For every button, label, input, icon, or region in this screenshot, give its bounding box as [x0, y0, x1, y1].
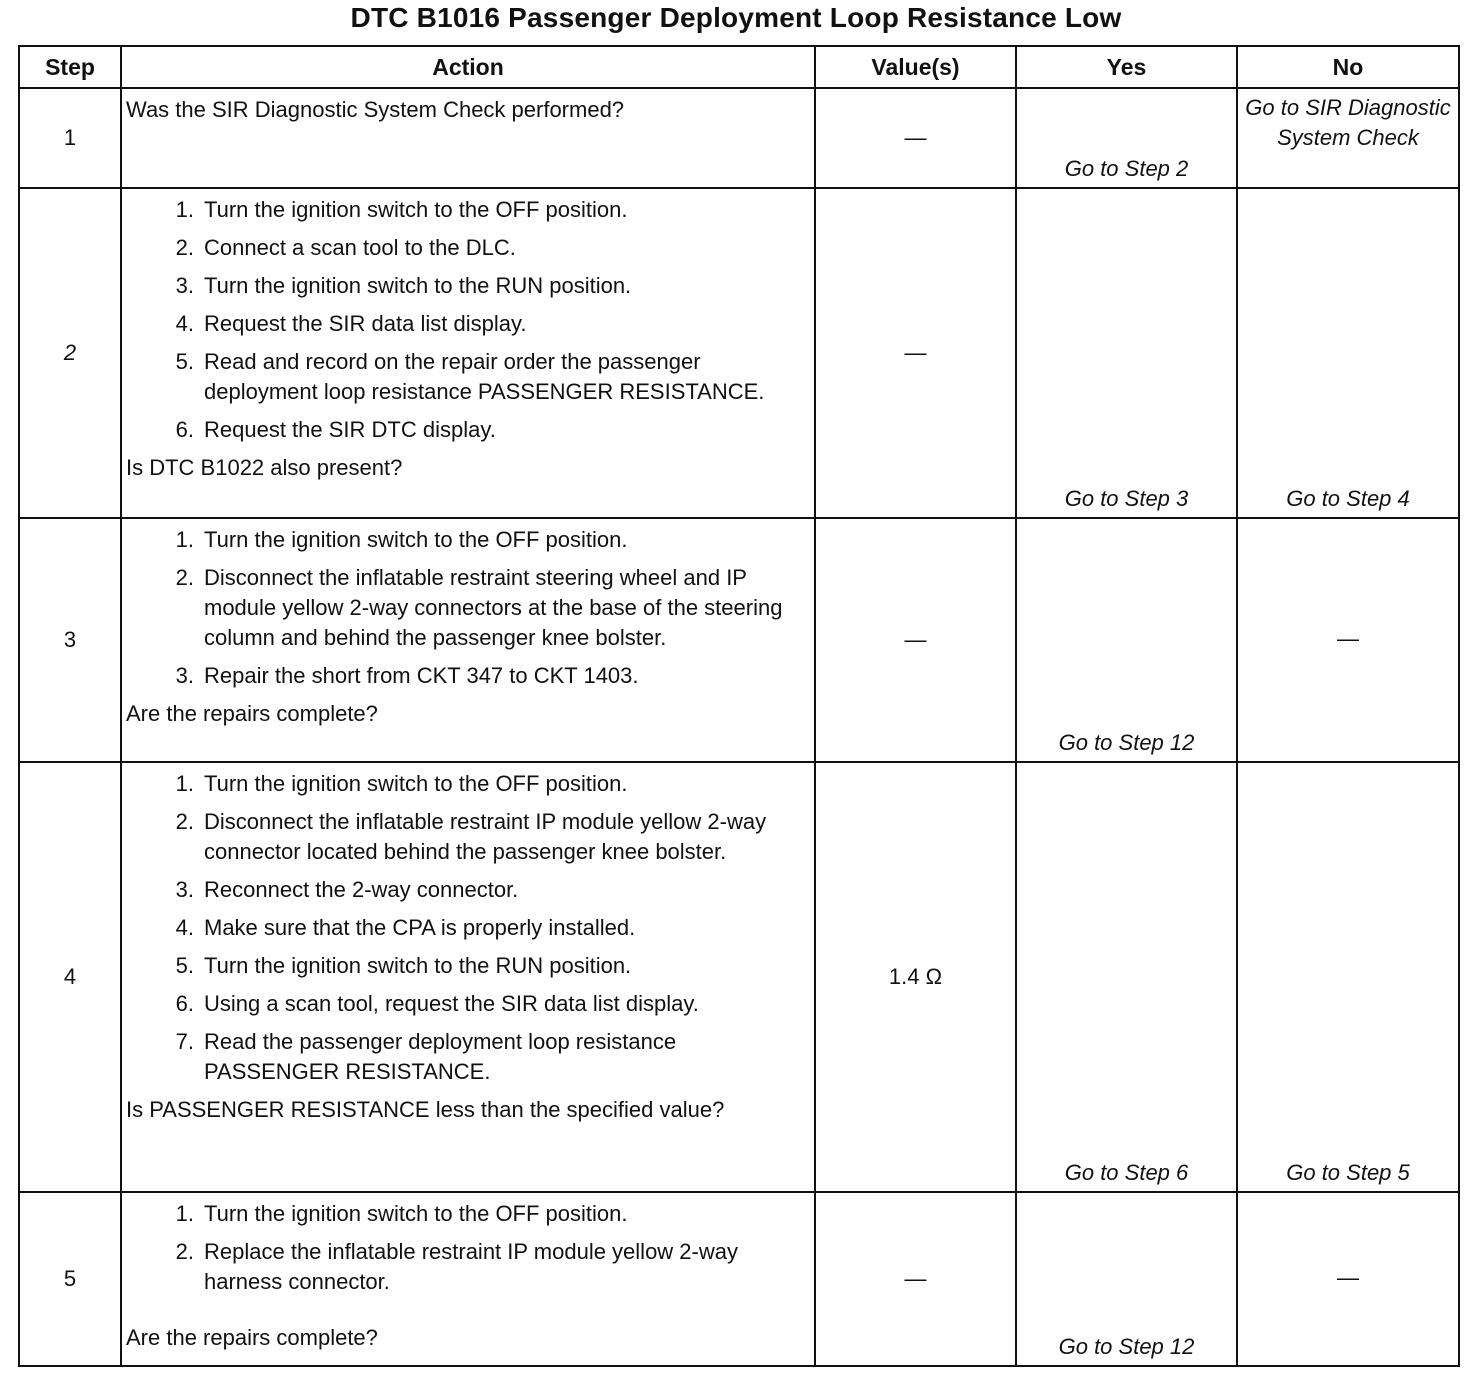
action-item: 2. Replace the inflatable restraint IP module yellow 2-way harness connector.: [175, 1239, 738, 1294]
header-step: Step: [19, 46, 121, 88]
step-number: 3: [19, 518, 121, 762]
action-cell: [121, 762, 815, 1192]
action-item: 4. Request the SIR data list display.: [175, 311, 527, 336]
action-question: Is PASSENGER RESISTANCE less than the specified value?: [126, 1097, 725, 1122]
action-item: 1. Turn the ignition switch to the OFF position.: [175, 527, 628, 552]
action-list: [126, 1199, 808, 1297]
action-question: Is DTC B1022 also present?: [126, 455, 403, 480]
header-row: [19, 46, 1459, 88]
action-item: 4. Make sure that the CPA is properly installed.: [175, 915, 636, 940]
no-cell: Go to Step 5: [1237, 762, 1459, 1192]
action-item: 2. Disconnect the inflatable restraint IP module yellow 2-way connector located behind the passenger knee bolster.: [175, 809, 767, 864]
action-list: [126, 525, 808, 691]
step-number: 5: [19, 1192, 121, 1366]
step-number: 1: [19, 88, 121, 188]
yes-cell: Go to Step 3: [1016, 188, 1237, 518]
action-item: 5. Turn the ignition switch to the RUN position.: [175, 953, 632, 978]
action-item: 3. Reconnect the 2-way connector.: [175, 877, 519, 902]
header-values: Value(s): [815, 46, 1016, 88]
no-cell: —: [1237, 1192, 1459, 1366]
action-cell: [121, 88, 815, 188]
step-number: 4: [19, 762, 121, 1192]
value-cell: —: [815, 188, 1016, 518]
header-action: Action: [121, 46, 815, 88]
no-cell: —: [1237, 518, 1459, 762]
value-cell: 1.4 Ω: [815, 762, 1016, 1192]
value-cell: —: [815, 518, 1016, 762]
action-item: 3. Repair the short from CKT 347 to CKT 1403.: [175, 663, 639, 688]
table-row: [19, 518, 1459, 762]
action-item: 1. Turn the ignition switch to the OFF position.: [175, 771, 628, 796]
action-list: [126, 195, 808, 445]
action-item: 3. Turn the ignition switch to the RUN position.: [175, 273, 632, 298]
action-cell: [121, 188, 815, 518]
header-no: No: [1237, 46, 1459, 88]
table-row: [19, 762, 1459, 1192]
table-row: [19, 1192, 1459, 1366]
yes-cell: Go to Step 12: [1016, 518, 1237, 762]
action-item: 5. Read and record on the repair order the passenger deployment loop resistance PASSENGER RESISTANCE.: [175, 349, 765, 404]
action-item: 6. Request the SIR DTC display.: [175, 417, 496, 442]
action-item: 2. Connect a scan tool to the DLC.: [175, 235, 516, 260]
action-item: 1. Turn the ignition switch to the OFF position.: [175, 1201, 628, 1226]
action-item: 1. Turn the ignition switch to the OFF position.: [175, 197, 628, 222]
yes-cell: Go to Step 6: [1016, 762, 1237, 1192]
action-question: Are the repairs complete?: [126, 701, 378, 726]
no-cell: Go to Step 4: [1237, 188, 1459, 518]
action-item: 2. Disconnect the inflatable restraint steering wheel and IP module yellow 2-way connectors at the base of the steering column and behind the passenger knee bolster.: [175, 565, 783, 650]
action-question: Was the SIR Diagnostic System Check performed?: [126, 97, 625, 122]
action-question: Are the repairs complete?: [126, 1325, 378, 1350]
action-cell: [121, 1192, 815, 1366]
no-link: SIR Diagnostic System Check: [1277, 95, 1451, 150]
no-cell: [1237, 88, 1459, 188]
yes-cell: Go to Step 2: [1016, 88, 1237, 188]
header-yes: Yes: [1016, 46, 1237, 88]
table-row: [19, 88, 1459, 188]
action-item: 7. Read the passenger deployment loop resistance PASSENGER RESISTANCE.: [175, 1029, 677, 1084]
action-cell: [121, 518, 815, 762]
page-title: DTC B1016 Passenger Deployment Loop Resistance Low: [350, 2, 1122, 33]
action-list: [126, 769, 808, 1087]
yes-cell: Go to Step 12: [1016, 1192, 1237, 1366]
value-cell: —: [815, 88, 1016, 188]
no-prefix: Go to: [1245, 95, 1306, 120]
diagnostic-table: [18, 45, 1460, 1367]
action-item: 6. Using a scan tool, request the SIR data list display.: [175, 991, 699, 1016]
step-number: 2: [19, 188, 121, 518]
table-row: [19, 188, 1459, 518]
value-cell: —: [815, 1192, 1016, 1366]
